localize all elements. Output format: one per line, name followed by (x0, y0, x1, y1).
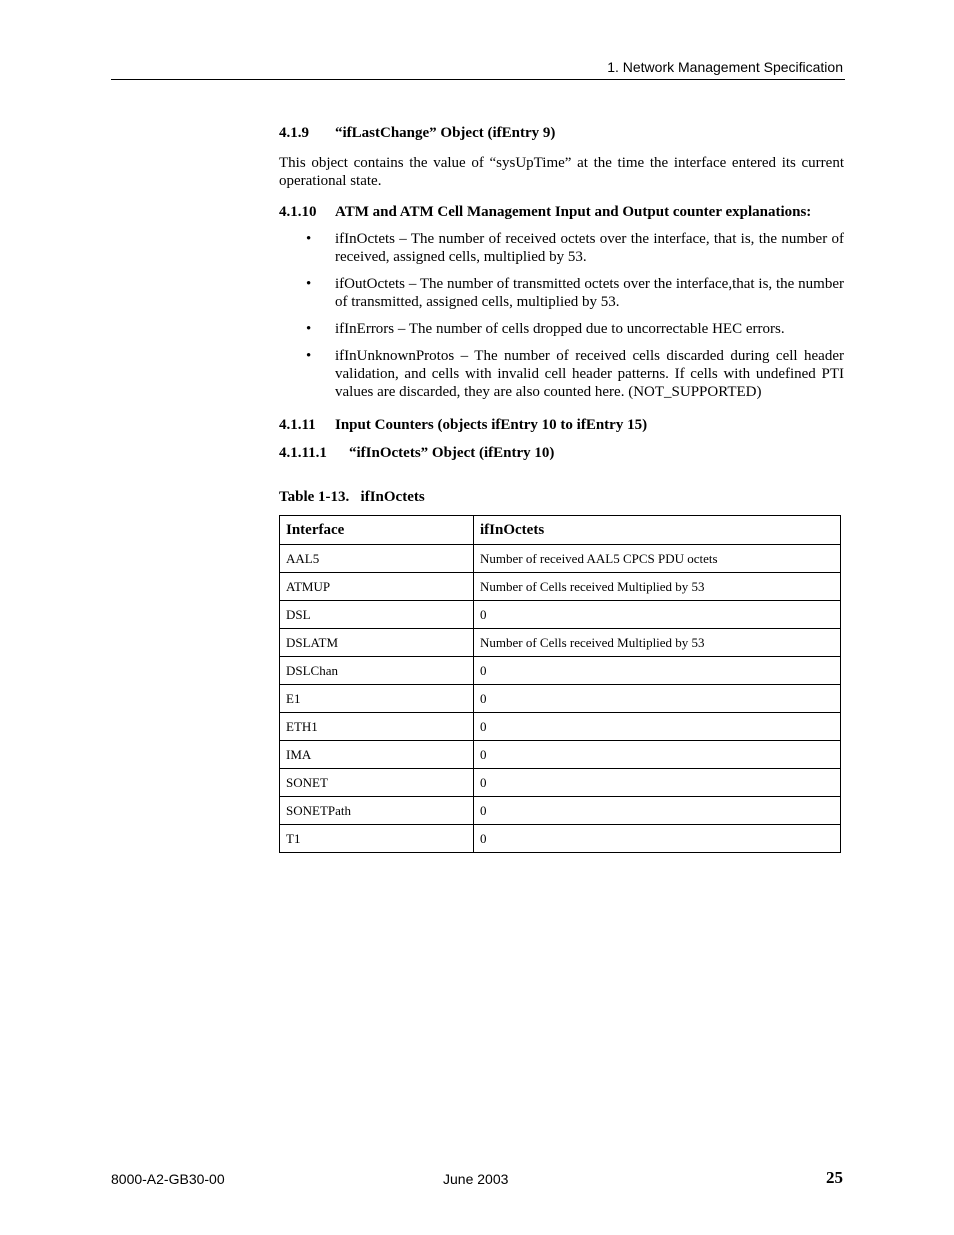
section-number: 4.1.9 (279, 125, 309, 141)
cell-interface: DSLChan (280, 657, 474, 685)
header-rule (111, 79, 845, 80)
section-title: “ifInOctets” Object (ifEntry 10) (349, 445, 555, 461)
table-body (280, 545, 841, 853)
column-header-interface: Interface (280, 516, 474, 545)
cell-value: 0 (474, 601, 841, 629)
column-header-ifinoctets: ifInOctets (474, 516, 841, 545)
bullet-icon: • (306, 348, 312, 364)
cell-interface: T1 (280, 825, 474, 853)
table-row (280, 629, 841, 657)
cell-interface: AAL5 (280, 545, 474, 573)
section-heading-4-1-9 (279, 124, 844, 142)
section-number: 4.1.11 (279, 417, 316, 433)
cell-interface: SONETPath (280, 797, 474, 825)
page-content (279, 124, 844, 853)
table-row (280, 797, 841, 825)
cell-interface: IMA (280, 741, 474, 769)
section-heading-4-1-11 (279, 416, 844, 434)
cell-interface: SONET (280, 769, 474, 797)
section-title: “ifLastChange” Object (ifEntry 9) (335, 125, 556, 141)
cell-interface: DSLATM (280, 629, 474, 657)
cell-value: 0 (474, 741, 841, 769)
cell-value: Number of Cells received Multiplied by 53 (474, 573, 841, 601)
list-item: • ifOutOctets – The number of transmitted octets over the interface,that is, the number of transmitted, assigned cells, multiplied by 53. (306, 276, 844, 310)
cell-value: 0 (474, 797, 841, 825)
list-item: • ifInUnknownProtos – The number of received cells discarded during cell header validation, and cells with invalid cell header patterns. If cells with undefined PTI values are discarded, they are also counted here. (NOT_SUPPORTED) (306, 348, 844, 400)
table-row (280, 825, 841, 853)
counter-bullet-list (279, 230, 844, 401)
section-number: 4.1.10 (279, 204, 317, 220)
table-row (280, 545, 841, 573)
cell-interface: E1 (280, 685, 474, 713)
footer-doc-number: 8000-A2-GB30-00 (111, 1171, 225, 1187)
cell-value: 0 (474, 769, 841, 797)
table-header-row (280, 516, 841, 545)
table-row (280, 601, 841, 629)
section-number: 4.1.11.1 (279, 445, 327, 461)
bullet-icon: • (306, 231, 312, 247)
cell-interface: ETH1 (280, 713, 474, 741)
table-row (280, 713, 841, 741)
running-header: 1. Network Management Specification (607, 59, 843, 75)
table-row (280, 769, 841, 797)
section-body: This object contains the value of “sysUpTime” at the time the interface entered its current operational state. (279, 155, 844, 189)
table-row (280, 573, 841, 601)
page-number: 25 (826, 1168, 843, 1187)
cell-value: 0 (474, 825, 841, 853)
cell-value: 0 (474, 685, 841, 713)
list-item: • ifInOctets – The number of received octets over the interface, that is, the number of received, assigned cells, multiplied by 53. (306, 231, 844, 265)
cell-value: Number of Cells received Multiplied by 53 (474, 629, 841, 657)
cell-value: 0 (474, 713, 841, 741)
ifinoctets-table (279, 515, 841, 853)
cell-interface: DSL (280, 601, 474, 629)
cell-interface: ATMUP (280, 573, 474, 601)
section-heading-4-1-10 (279, 203, 844, 221)
table-caption: Table 1-13. ifInOctets (279, 489, 425, 505)
bullet-icon: • (306, 276, 312, 292)
table-row (280, 685, 841, 713)
cell-value: Number of received AAL5 CPCS PDU octets (474, 545, 841, 573)
section-heading-4-1-11-1 (279, 444, 844, 462)
section-title: ATM and ATM Cell Management Input and Output counter explanations: (335, 204, 812, 220)
footer-date: June 2003 (443, 1171, 509, 1187)
list-item: • ifInErrors – The number of cells dropped due to uncorrectable HEC errors. (306, 321, 785, 337)
bullet-icon: • (306, 321, 312, 337)
section-title: Input Counters (objects ifEntry 10 to ifEntry 15) (335, 417, 648, 433)
table-row (280, 741, 841, 769)
cell-value: 0 (474, 657, 841, 685)
table-row (280, 657, 841, 685)
